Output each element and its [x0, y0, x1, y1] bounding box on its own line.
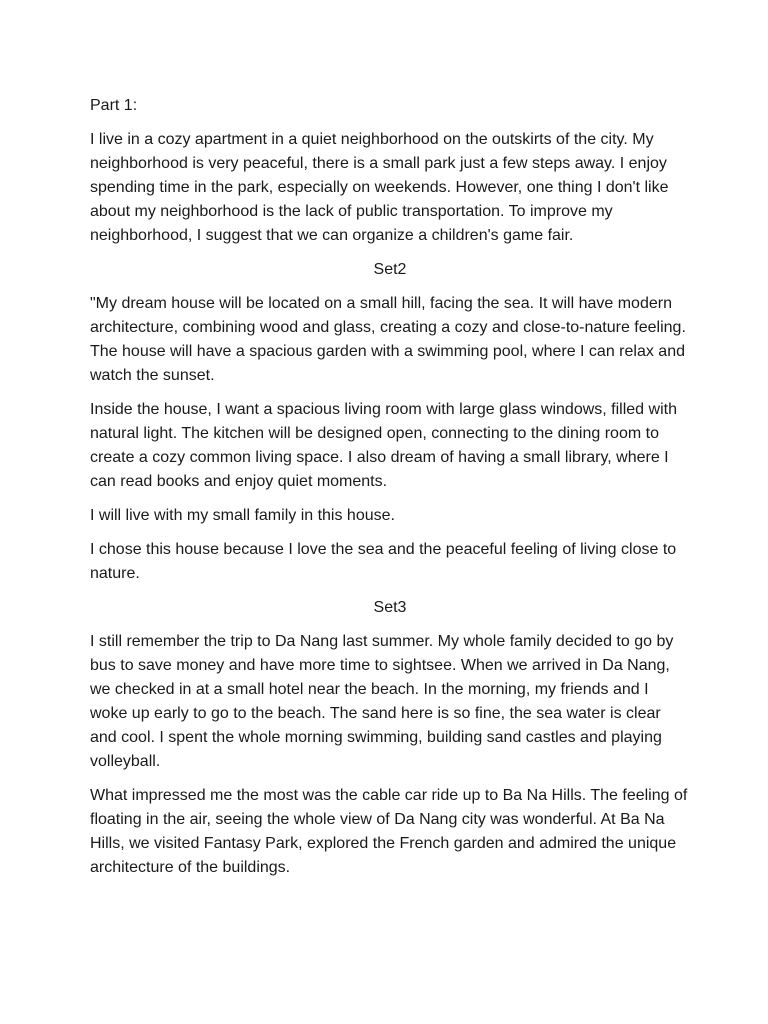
document-page [90, 94, 690, 890]
set-2-heading: Set2 [373, 261, 407, 278]
set-2-paragraph-3: I will live with my small family in this house. [90, 507, 395, 524]
set-3-paragraph-1: I still remember the trip to Da Nang last summer. My whole family decided to go by bus to save money and have more time to sightsee. When we arrived in Da Nang, we checked in at a small hotel near the beach. In the morning, my friends and I woke up early to go to the beach. The sand here is so fine, the sea water is clear and cool. I spent the whole morning swimming, building sand castles and playing volleyball. [90, 633, 674, 770]
set-2-paragraph-2: Inside the house, I want a spacious living room with large glass windows, filled with natural light. The kitchen will be designed open, connecting to the dining room to create a cozy common living space. I also dream of having a small library, where I can read books and enjoy quiet moments. [90, 401, 677, 490]
part-1-heading: Part 1: [90, 97, 138, 114]
set-3-paragraph-2: What impressed me the most was the cable car ride up to Ba Na Hills. The feeling of floating in the air, seeing the whole view of Da Nang city was wonderful. At Ba Na Hills, we visited Fantasy Park, explored the French garden and admired the unique architecture of the buildings. [90, 787, 688, 876]
set-2-paragraph-1: "My dream house will be located on a small hill, facing the sea. It will have modern architecture, combining wood and glass, creating a cozy and close-to-nature feeling. The house will have a spacious garden with a swimming pool, where I can relax and watch the sunset. [90, 295, 686, 384]
set-2-paragraph-4: I chose this house because I love the sea and the peaceful feeling of living close to nature. [90, 541, 677, 582]
part-1-paragraph: I live in a cozy apartment in a quiet neighborhood on the outskirts of the city. My neighborhood is very peaceful, there is a small park just a few steps away. I enjoy spending time in the park, especially on weekends. However, one thing I don't like about my neighborhood is the lack of public transportation. To improve my neighborhood, I suggest that we can organize a children's game fair. [90, 131, 669, 244]
set-3-heading: Set3 [373, 599, 407, 616]
